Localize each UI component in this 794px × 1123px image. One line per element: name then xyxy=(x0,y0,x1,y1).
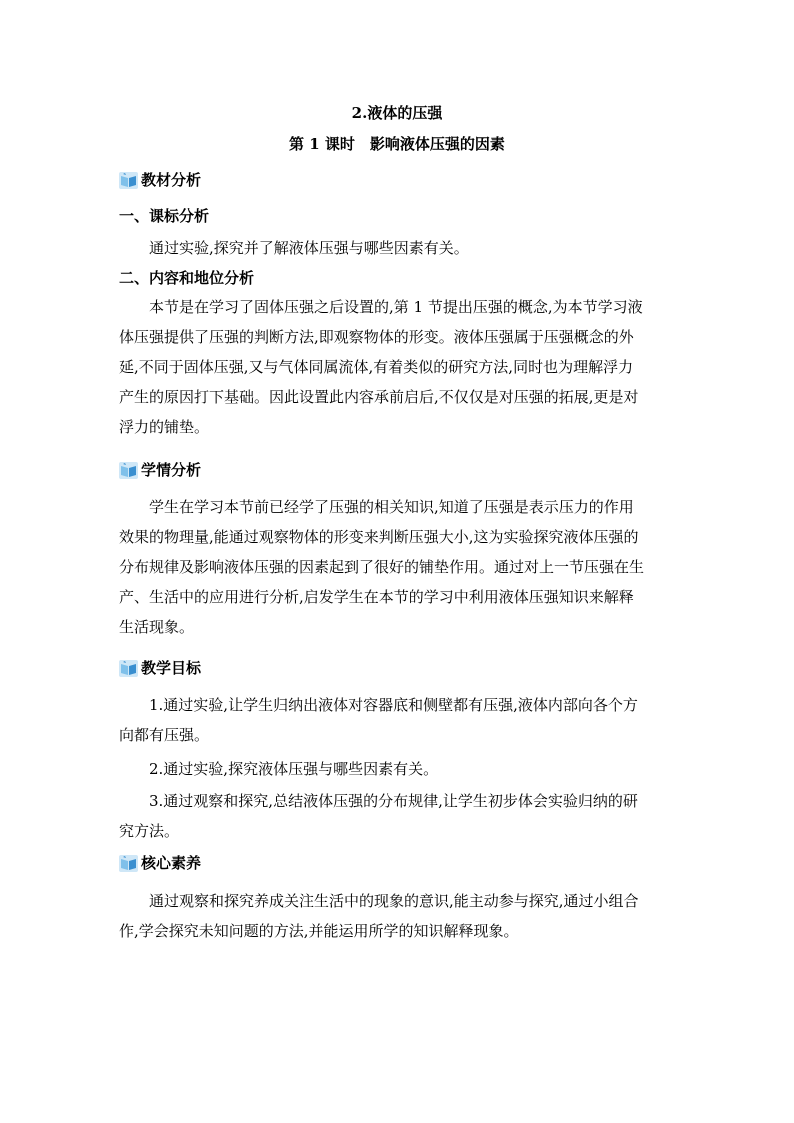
paragraph-line: 分布规律及影响液体压强的因素起到了很好的铺垫作用。通过对上一节压强在生 xyxy=(119,558,645,576)
paragraph-line: 浮力的铺垫。 xyxy=(119,418,210,436)
paragraph-line: 究方法。 xyxy=(119,822,180,840)
book-icon xyxy=(119,660,138,677)
document-subtitle: 第 1 课时 影响液体压强的因素 xyxy=(289,135,505,153)
document-title: 2.液体的压强 xyxy=(351,104,443,122)
paragraph-line: 体压强提供了压强的判断方法,即观察物体的形变。液体压强属于压强概念的外 xyxy=(119,328,634,346)
subhead-content: 二、内容和地位分析 xyxy=(119,269,255,287)
section-title-textbook: 教材分析 xyxy=(141,171,202,189)
paragraph-line: 通过观察和探究养成关注生活中的现象的意识,能主动参与探究,通过小组合 xyxy=(149,892,639,910)
paragraph-content xyxy=(119,292,679,442)
subhead-curriculum: 一、课标分析 xyxy=(119,207,210,225)
section-title-goals: 教学目标 xyxy=(141,659,202,677)
paragraph-line: 学生在学习本节前已经学了压强的相关知识,知道了压强是表示压力的作用 xyxy=(149,498,634,516)
section-header-goals xyxy=(119,657,201,679)
paragraph-line: 效果的物理量,能通过观察物体的形变来判断压强大小,这为实验探究液体压强的 xyxy=(119,528,639,546)
paragraph-line: 产生的原因打下基础。因此设置此内容承前启后,不仅仅是对压强的拓展,更是对 xyxy=(119,388,639,406)
paragraph-line: 向都有压强。 xyxy=(119,726,210,744)
paragraph-line: 延,不同于固体压强,又与气体同属流体,有着类似的研究方法,同时也为理解浮力 xyxy=(119,358,634,376)
section-header-textbook xyxy=(119,169,201,191)
goal-3 xyxy=(119,786,679,846)
paragraph-line: 2.通过实验,探究液体压强与哪些因素有关。 xyxy=(149,760,439,778)
section-title-students: 学情分析 xyxy=(141,461,202,479)
paragraph-line: 生活现象。 xyxy=(119,618,195,636)
paragraph-students xyxy=(119,492,679,642)
section-header-students xyxy=(119,459,201,481)
paragraph-line: 产、生活中的应用进行分析,启发学生在本节的学习中利用液体压强知识来解释 xyxy=(119,588,634,606)
section-header-core xyxy=(119,852,201,874)
paragraph-line: 1.通过实验,让学生归纳出液体对容器底和侧壁都有压强,液体内部向各个方 xyxy=(149,696,638,714)
goal-1 xyxy=(119,690,679,750)
section-title-core: 核心素养 xyxy=(141,854,202,872)
book-icon xyxy=(119,855,138,872)
paragraph-core xyxy=(119,886,679,946)
book-icon xyxy=(119,462,138,479)
paragraph-line: 3.通过观察和探究,总结液体压强的分布规律,让学生初步体会实验归纳的研 xyxy=(149,792,638,810)
paragraph-curriculum xyxy=(119,233,679,263)
book-icon xyxy=(119,172,138,189)
paragraph-line: 作,学会探究未知问题的方法,并能运用所学的知识解释现象。 xyxy=(119,922,519,940)
paragraph-line: 本节是在学习了固体压强之后设置的,第 1 节提出压强的概念,为本节学习液 xyxy=(149,298,643,316)
goal-2 xyxy=(119,754,679,784)
paragraph-line: 通过实验,探究并了解液体压强与哪些因素有关。 xyxy=(149,239,469,257)
